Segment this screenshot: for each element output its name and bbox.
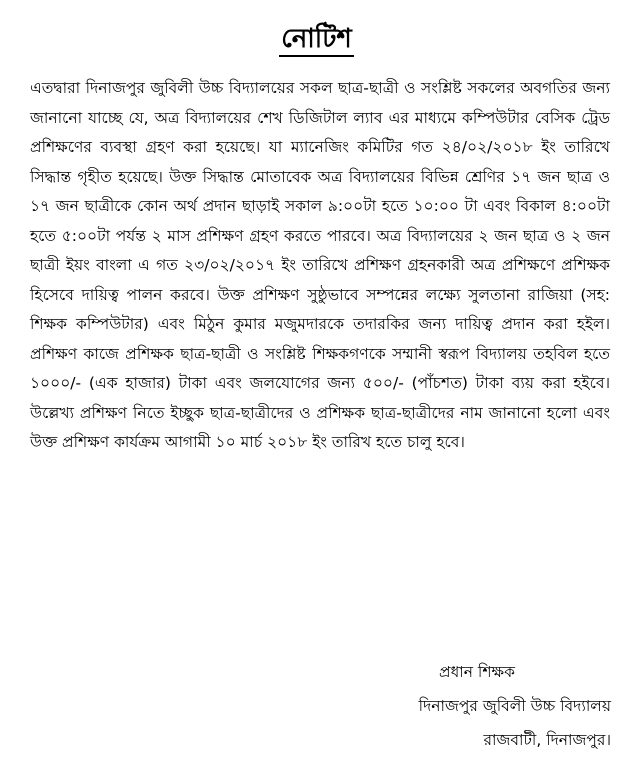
signature-designation: প্রধান শিক্ষক	[439, 663, 515, 681]
signature-address: রাজবাটী, দিনাজপুর।	[483, 731, 611, 749]
notice-body: এতদ্বারা দিনাজপুর জুবিলী উচ্চ বিদ্যালয়ের সকল ছাত্র-ছাত্রী ও সংশ্লিষ্ট সকলের অবগতির জন্য জানানো যাচ্ছে যে, অত্র বিদ্যালয়ের শেখ ডিজিটাল ল্যাব এর মাধ্যমে কম্পিউটার বেসিক ট্রেড প্রশিক্ষণের ব্যবস্থা গ্রহণ করা হয়েছে। যা ম্যানেজিং কমিটির গত ২৪/০২/২০১৮ ইং তারিখে সিদ্ধান্ত গৃহীত হয়েছে। উক্ত সিদ্ধান্ত মোতাবেক অত্র বিদ্যালয়ের বিভিন্ন শ্রেণির ১৭ জন ছাত্র ও ১৭ জন ছাত্রীকে কোন অর্থ প্রদান ছাড়াই সকাল ৯:০০টা হতে ১০:০০ টা এবং বিকাল ৪:০০টা হতে ৫:০০টা পর্যন্ত ২ মাস প্রশিক্ষণ গ্রহণ করতে পারবে। অত্র বিদ্যালয়ের ২ জন ছাত্র ও ২ জন ছাত্রী ইয়ং বাংলা এ গত ২৩/০২/২০১৭ ইং তারিখে প্রশিক্ষণ গ্রহনকারী অত্র প্রশিক্ষণে প্রশিক্ষক হিসেবে দায়িত্ব পালন করবে। উক্ত প্রশিক্ষণ সুষ্ঠুভাবে সম্পন্নের লক্ষ্যে সুলতানা রাজিয়া (সহ: শিক্ষক কম্পিউটার) এবং মিঠুন কুমার মজুমদারকে তদারকির জন্য দায়িত্ব প্রদান করা হইল। প্রশিক্ষণ কাজে প্রশিক্ষক ছাত্র-ছাত্রী ও সংশ্লিষ্ট শিক্ষকগণকে সম্মানী স্বরূপ বিদ্যালয় তহবিল হতে ১০০০/- (এক হাজার) টাকা এবং জলযোগের জন্য ৫০০/- (পাঁচশত) টাকা ব্যয় করা হইবে। উল্লেখ্য প্রশিক্ষণ নিতে ইচ্ছুক ছাত্র-ছাত্রীদের ও প্রশিক্ষক ছাত্র-ছাত্রীদের নাম জানানো হলো এবং উক্ত প্রশিক্ষণ কার্যক্রম আগামী ১০ মার্চ ২০১৮ ইং তারিখ হতে চালু হবে।	[30, 79, 610, 451]
signature-block	[351, 655, 611, 757]
signature-school: দিনাজপুর জুবিলী উচ্চ বিদ্যালয়	[418, 697, 611, 715]
notice-title: নোটিশ	[279, 24, 354, 57]
notice-title-container	[0, 22, 633, 56]
